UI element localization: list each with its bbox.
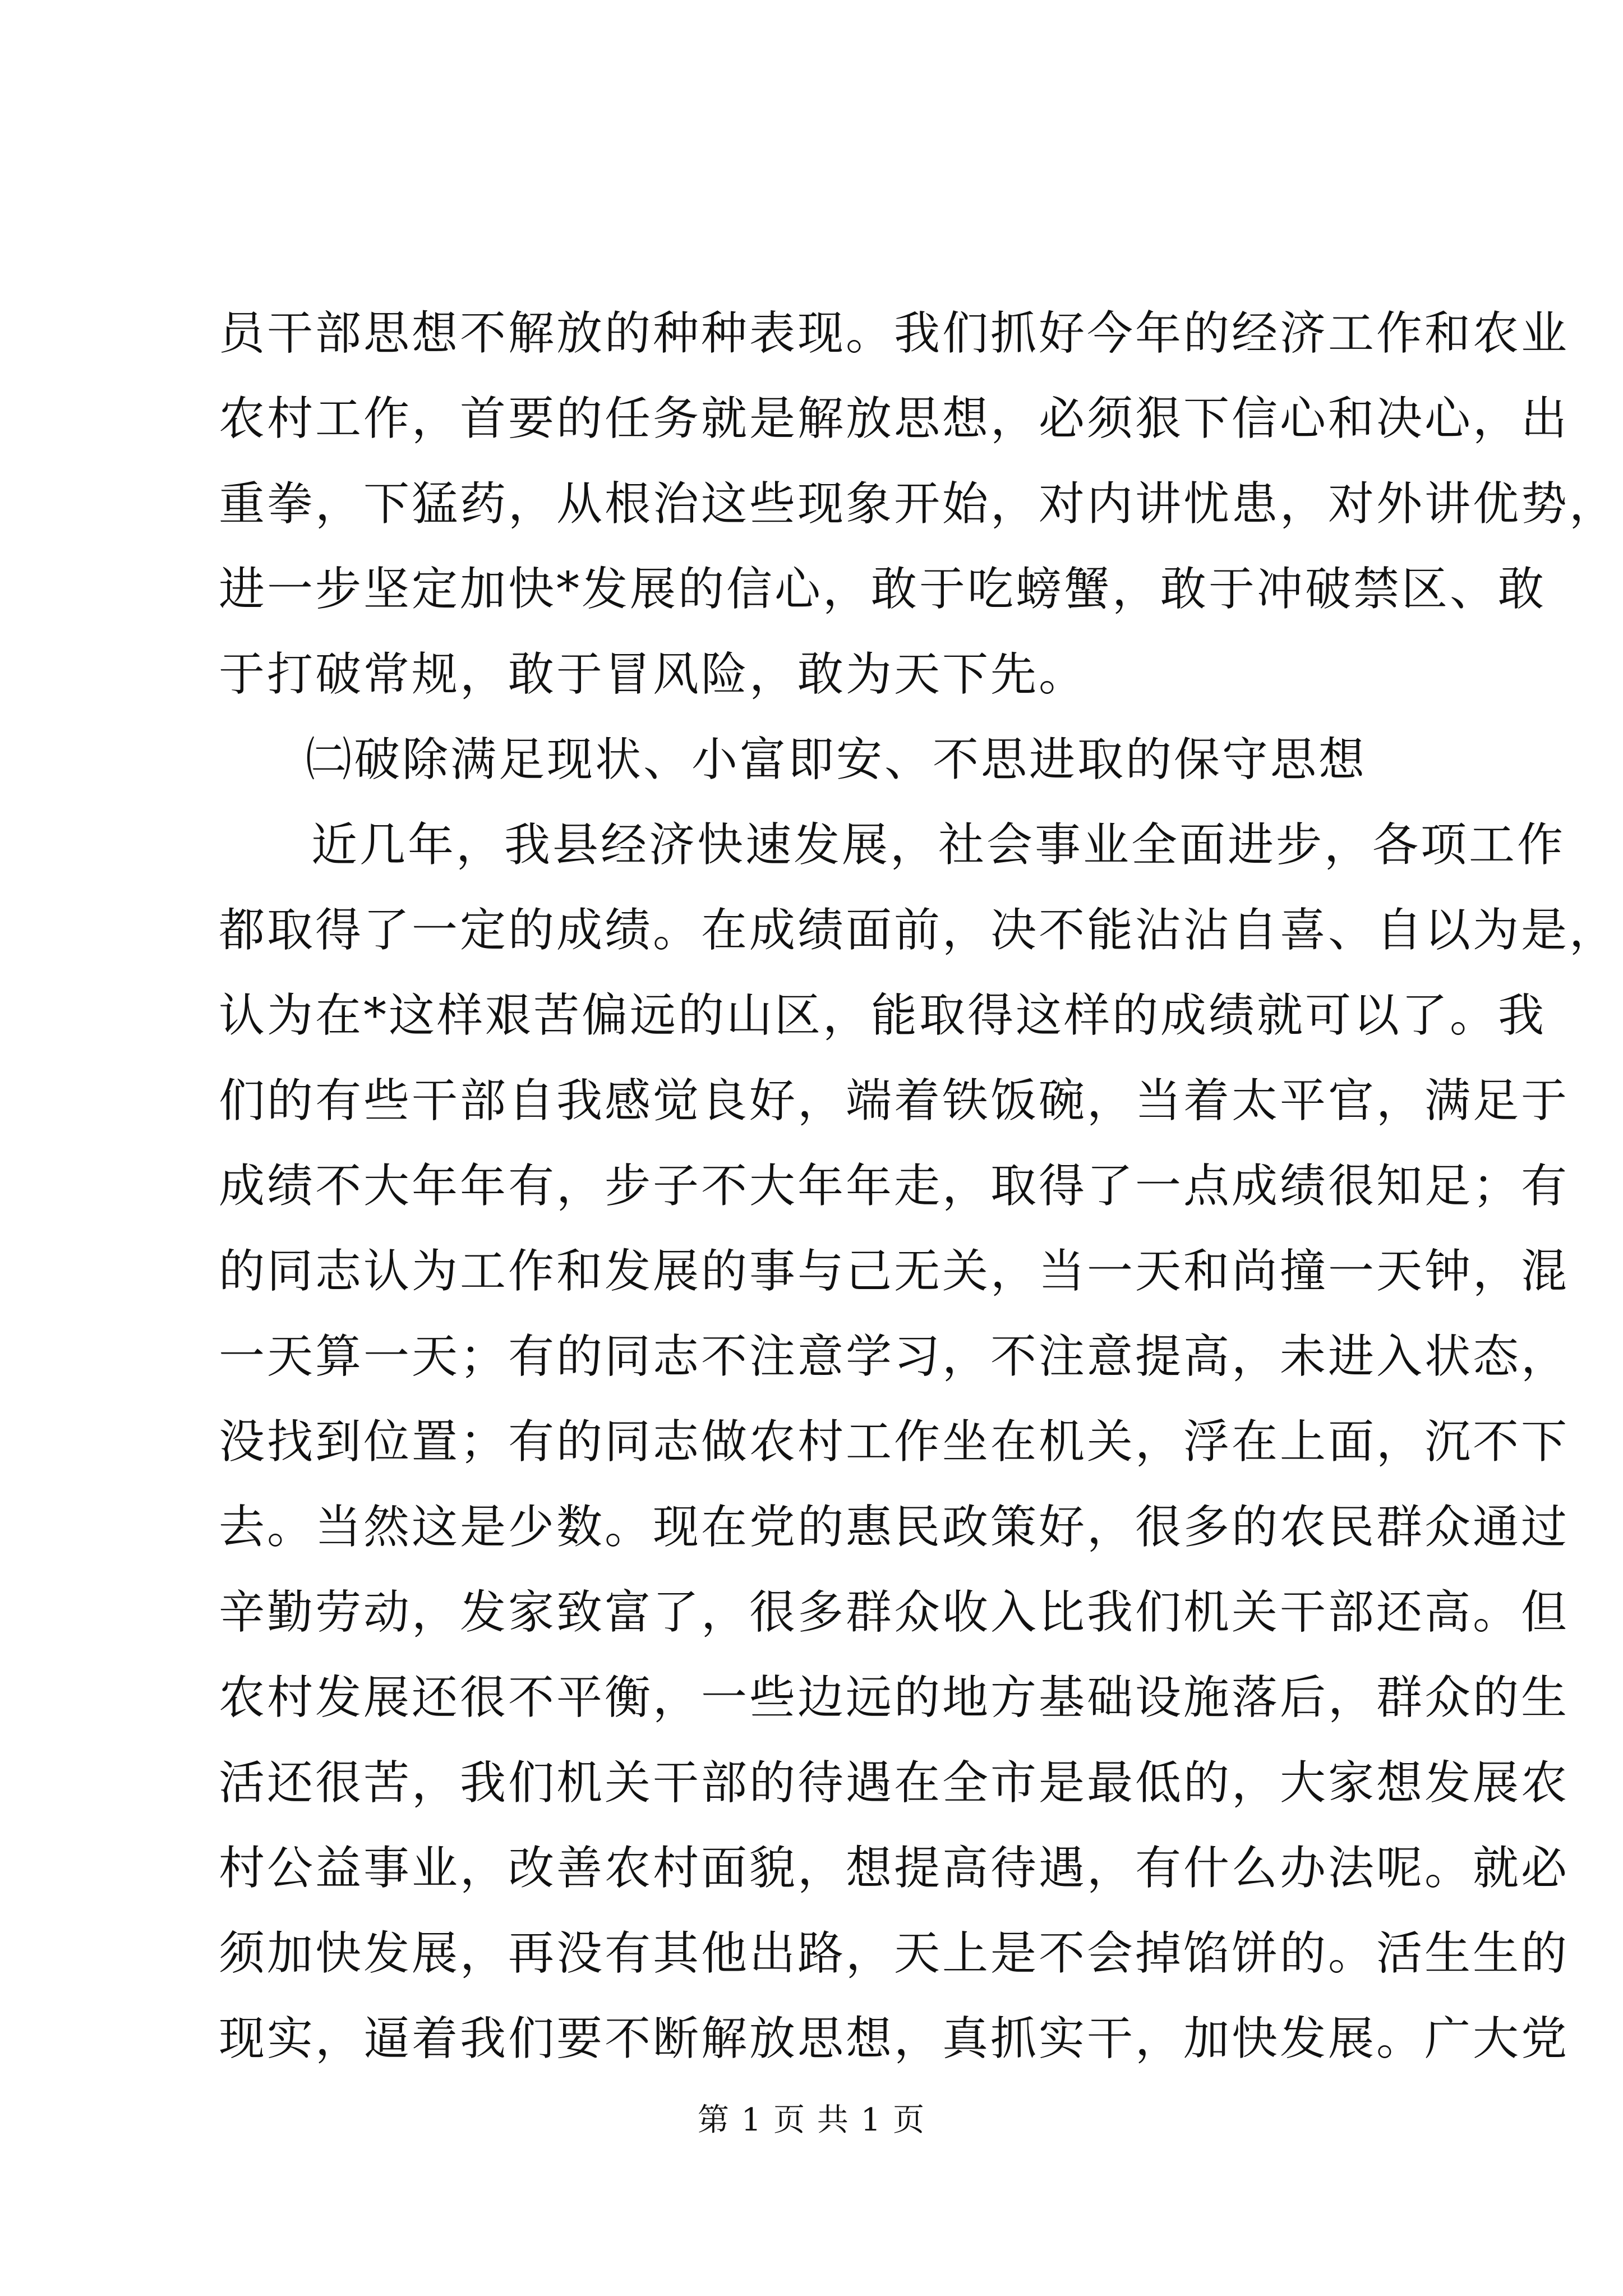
text-line: 都取得了一定的成绩。在成绩面前，决不能沾沾自喜、自以为是， bbox=[219, 904, 1618, 957]
section-heading: ㈡破除满足现状、小富即安、不思进取的保守思想 bbox=[306, 733, 1367, 786]
text-line: 活还很苦，我们机关干部的待遇在全市是最低的，大家想发展农 bbox=[219, 1756, 1570, 1810]
page-number-footer: 第 1 页 共 1 页 bbox=[697, 2102, 926, 2138]
text-line: 村公益事业，改善农村面貌，想提高待遇，有什么办法呢。就必 bbox=[219, 1842, 1570, 1895]
text-line: 农村发展还很不平衡，一些边远的地方基础设施落后，群众的生 bbox=[219, 1671, 1570, 1724]
text-line: 成绩不大年年有，步子不大年年走，取得了一点成绩很知足；有 bbox=[219, 1159, 1570, 1213]
text-line: 进一步坚定加快*发展的信心，敢于吃螃蟹，敢于冲破禁区、敢 bbox=[219, 563, 1547, 616]
text-line: 重拳，下猛药，从根治这些现象开始，对内讲忧患，对外讲优势， bbox=[219, 477, 1618, 531]
text-line: 辛勤劳动，发家致富了，很多群众收入比我们机关干部还高。但 bbox=[219, 1586, 1570, 1639]
text-line: 们的有些干部自我感觉良好，端着铁饭碗，当着太平官，满足于 bbox=[219, 1074, 1570, 1128]
text-line: 于打破常规，敢于冒风险，敢为天下先。 bbox=[219, 648, 1087, 701]
text-line: 认为在*这样艰苦偏远的山区，能取得这样的成绩就可以了。我 bbox=[219, 989, 1547, 1042]
text-line: 现实，逼着我们要不断解放思想，真抓实干，加快发展。广大党 bbox=[219, 2012, 1570, 2065]
text-line: 去。当然这是少数。现在党的惠民政策好，很多的农民群众通过 bbox=[219, 1501, 1570, 1554]
paragraph-first-line: 近几年，我县经济快速发展，社会事业全面进步，各项工作 bbox=[311, 818, 1566, 872]
text-line: 的同志认为工作和发展的事与己无关，当一天和尚撞一天钟，混 bbox=[219, 1245, 1570, 1298]
text-line: 员干部思想不解放的种种表现。我们抓好今年的经济工作和农业 bbox=[219, 307, 1570, 360]
text-line: 农村工作，首要的任务就是解放思想，必须狠下信心和决心，出 bbox=[219, 392, 1570, 445]
text-line: 须加快发展，再没有其他出路，天上是不会掉馅饼的。活生生的 bbox=[219, 1927, 1570, 1980]
text-line: 没找到位置；有的同志做农村工作坐在机关，浮在上面，沉不下 bbox=[219, 1415, 1570, 1469]
text-line: 一天算一天；有的同志不注意学习，不注意提高，未进入状态， bbox=[219, 1330, 1570, 1383]
